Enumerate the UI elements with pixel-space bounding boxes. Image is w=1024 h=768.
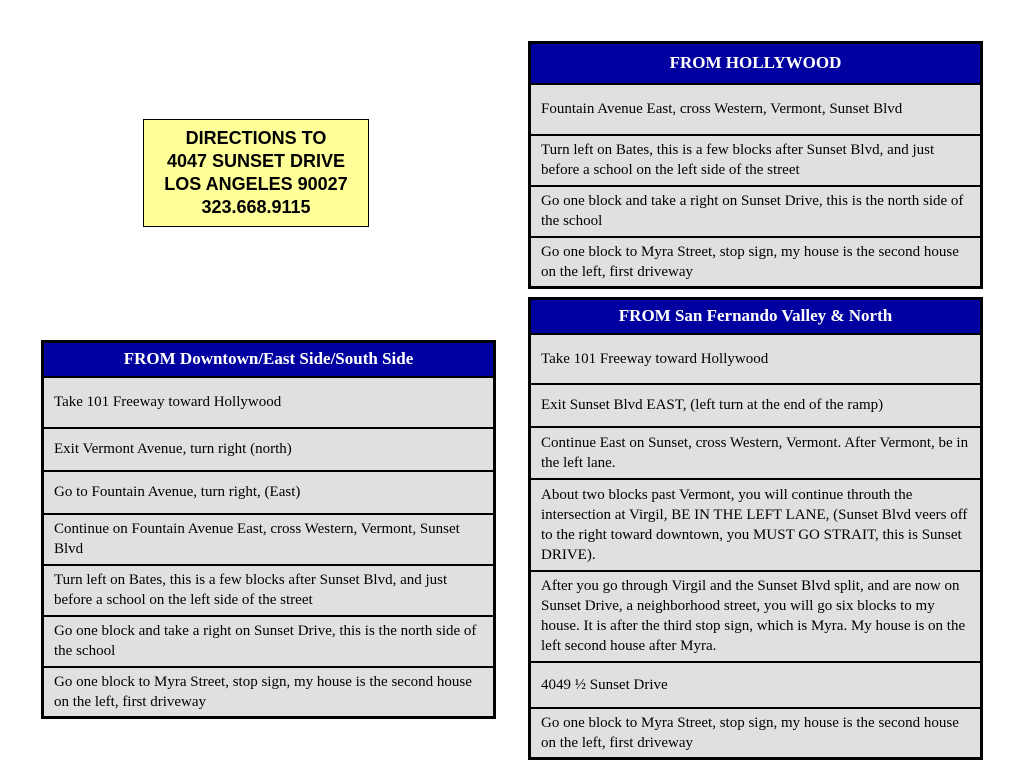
direction-step: Take 101 Freeway toward Hollywood bbox=[43, 377, 495, 428]
from-downtown-table bbox=[41, 340, 496, 719]
direction-step: Go one block and take a right on Sunset Drive, this is the north side of the school bbox=[530, 186, 982, 237]
from-hollywood-table bbox=[528, 41, 983, 289]
from-valley-table bbox=[528, 297, 983, 760]
direction-step: Turn left on Bates, this is a few blocks after Sunset Blvd, and just before a school on the left side of the street bbox=[530, 135, 982, 186]
direction-step: 4049 ½ Sunset Drive bbox=[530, 662, 982, 708]
direction-step: Continue on Fountain Avenue East, cross Western, Vermont, Sunset Blvd bbox=[43, 514, 495, 565]
direction-step: Go one block to Myra Street, stop sign, my house is the second house on the left, first driveway bbox=[43, 667, 495, 718]
direction-step: Take 101 Freeway toward Hollywood bbox=[530, 334, 982, 384]
table-heading: FROM HOLLYWOOD bbox=[530, 43, 982, 84]
direction-step: Go one block and take a right on Sunset Drive, this is the north side of the school bbox=[43, 616, 495, 667]
title-city-line: LOS ANGELES 90027 bbox=[164, 174, 348, 194]
title-line: DIRECTIONS TO bbox=[185, 128, 327, 148]
title-phone-line: 323.668.9115 bbox=[201, 197, 311, 217]
direction-step: Continue East on Sunset, cross Western, Vermont. After Vermont, be in the left lane. bbox=[530, 427, 982, 479]
direction-step: About two blocks past Vermont, you will continue throuth the intersection at Virgil, BE IN THE LEFT LANE, (Sunset Blvd veers off to the right toward downtown, you MUST GO STRAIT, this is Sunset DRIVE). bbox=[530, 479, 982, 571]
direction-step: Go to Fountain Avenue, turn right, (East) bbox=[43, 471, 495, 514]
table-heading: FROM San Fernando Valley & North bbox=[530, 299, 982, 334]
title-address-line: 4047 SUNSET DRIVE bbox=[166, 151, 346, 171]
directions-title-box bbox=[143, 119, 369, 227]
table-heading: FROM Downtown/East Side/South Side bbox=[43, 342, 495, 377]
direction-step: Turn left on Bates, this is a few blocks after Sunset Blvd, and just before a school on the left side of the street bbox=[43, 565, 495, 616]
direction-step: Exit Vermont Avenue, turn right (north) bbox=[43, 428, 495, 471]
direction-step: Go one block to Myra Street, stop sign, my house is the second house on the left, first driveway bbox=[530, 237, 982, 288]
direction-step: Go one block to Myra Street, stop sign, my house is the second house on the left, first driveway bbox=[530, 708, 982, 759]
direction-step: Exit Sunset Blvd EAST, (left turn at the end of the ramp) bbox=[530, 384, 982, 427]
direction-step: After you go through Virgil and the Sunset Blvd split, and are now on Sunset Drive, a neighborhood street, you will go six blocks to my house. It is after the third stop sign, which is Myra. My house is on the left second house after Myra. bbox=[530, 571, 982, 662]
direction-step: Fountain Avenue East, cross Western, Vermont, Sunset Blvd bbox=[530, 84, 982, 135]
